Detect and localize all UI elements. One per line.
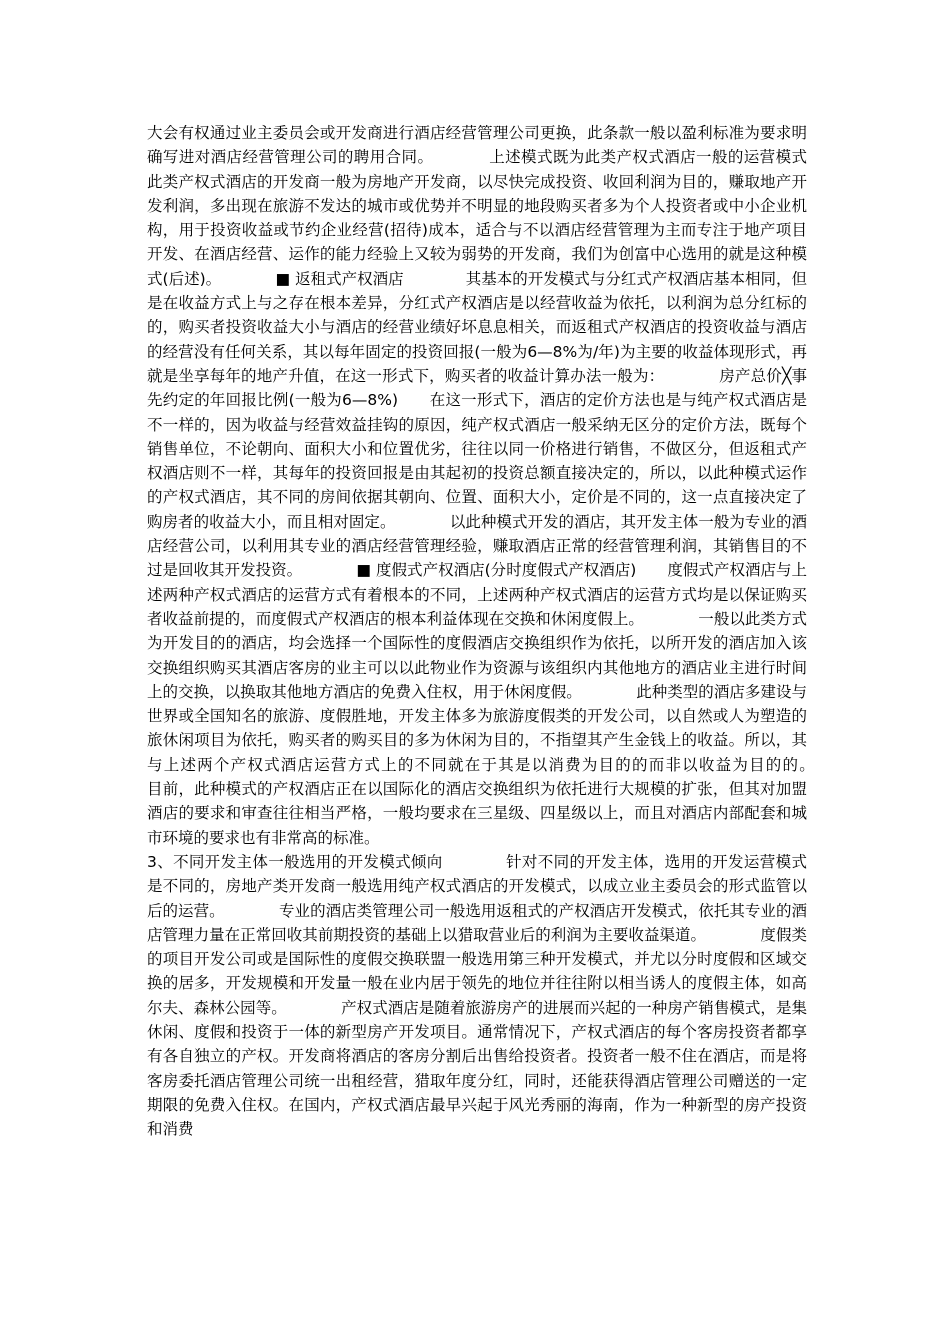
- paragraph-developer-mode-tendencies: 3、不同开发主体一般选用的开发模式倾向 针对不同的开发主体，选用的开发运营模式是不同的，房地产类开发商一般选用纯产权式酒店的开发模式，以成立业主委员会的形式监管以后的运营。 专业的酒店类管理公司一般选用返租式的产权酒店开发模式，依托其专业的酒店管理力量在正常回收其前期投资的基础上以猎取营业后的利润为主要收益渠道。 度假类的项目开发公司或是国际性的度假交换联盟一般选用第三种开发模式，并尤以分时度假和区域交换的居多，开发规模和开发量一般在业内居于领先的地位并往往附以相当诱人的度假主体，如高尔夫、森林公园等。 产权式酒店是随着旅游房产的进展而兴起的一种房产销售模式，是集休闲、度假和投资于一体的新型房产开发项目。通常情况下，产权式酒店的每个客房投资者都享有各自独立的产权。开发商将酒店的客房分割后出售给投资者。投资者一般不住在酒店，而是将客房委托酒店管理公司统一出租经营，猎取年度分红，同时，还能获得酒店管理公司赠送的一定期限的免费入住权。在国内，产权式酒店最早兴起于风光秀丽的海南，作为一种新型的房产投资和消费: [147, 852, 807, 1139]
- paragraph-hotel-operation-modes: 大会有权通过业主委员会或开发商进行酒店经营管理公司更换，此条款一般以盈利标准为要求明确写进对酒店经营管理公司的聘用合同。 上述模式既为此类产权式酒店一般的运营模式 此类产权式酒店的开发商一般为房地产开发商，以尽快完成投资、收回利润为目的，赚取地产开发利润，多出现在旅游不发达的城市或优势并不明显的地段购买者多为个人投资者或中小企业机构，用于投资收益或节约企业经营(招待)成本，适合与不以酒店经营管理为主而专注于地产项目开发、在酒店经营、运作的能力经验上又较为弱势的开发商，我们为创富中心选用的就是这种模式(后述)。 ■ 返租式产权酒店 其基本的开发模式与分红式产权酒店基本相同，但是在收益方式上与之存在根本差异，分红式产权酒店是以经营收益为依托，以利润为总分红标的的，购买者投资收益大小与酒店的经营业绩好坏息息相关，而返租式产权酒店的投资收益与酒店的经营没有任何关系，其以每年固定的投资回报(一般为6—8%为/年)为主要的收益体现形式，再就是坐享每年的地产升值，在这一形式下，购买者的收益计算办法一般为： 房产总价╳事先约定的年回报比例(一般为6—8%) 在这一形式下，酒店的定价方法也是与纯产权式酒店是不一样的，因为收益与经营效益挂钩的原因，纯产权式酒店一般采纳无区分的定价方法，既每个销售单位，不论朝向、面积大小和位置优劣，往往以同一价格进行销售，不做区分，但返租式产权酒店则不一样，其每年的投资回报是由其起初的投资总额直接决定的，所以，以此种模式运作的产权式酒店，其不同的房间依据其朝向、位置、面积大小，定价是不同的，这一点直接决定了购房者的收益大小，而且相对固定。 以此种模式开发的酒店，其开发主体一般为专业的酒店经营公司，以利用其专业的酒店经营管理经验，赚取酒店正常的经营管理利润，其销售目的不过是回收其开发投资。 ■ 度假式产权酒店(分时度假式产权酒店) 度假式产权酒店与上述两种产权式酒店的运营方式有着根本的不同，上述两种产权式酒店的运营方式均是以保证购买者收益前提的，而度假式产权酒店的根本利益体现在交换和休闲度假上。 一般以此类方式为开发目的的酒店，均会选择一个国际性的度假酒店交换组织作为依托，以所开发的酒店加入该交换组织购买其酒店客房的业主可以以此物业作为资源与该组织内其他地方的酒店业主进行时间上的交换，以换取其他地方酒店的免费入住权，用于休闲度假。 此种类型的酒店多建设与世界或全国知名的旅游、度假胜地，开发主体多为旅游度假类的开发公司，以自然或人为塑造的旅休闲项目为依托，购买者的购买目的多为休闲为目的，不指望其产生金钱上的收益。所以，其与上述两个产权式酒店运营方式上的不同就在于其是以消费为目的的而非以收益为目的的。 目前，此种模式的产权酒店正在以国际化的酒店交换组织为依托进行大规模的扩张，但其对加盟酒店的要求和审查往往相当严格，一般均要求在三星级、四星级以上，而且对酒店内部配套和城市环境的要求也有非常高的标准。: [147, 124, 870, 847]
- document-body: [147, 121, 870, 1141]
